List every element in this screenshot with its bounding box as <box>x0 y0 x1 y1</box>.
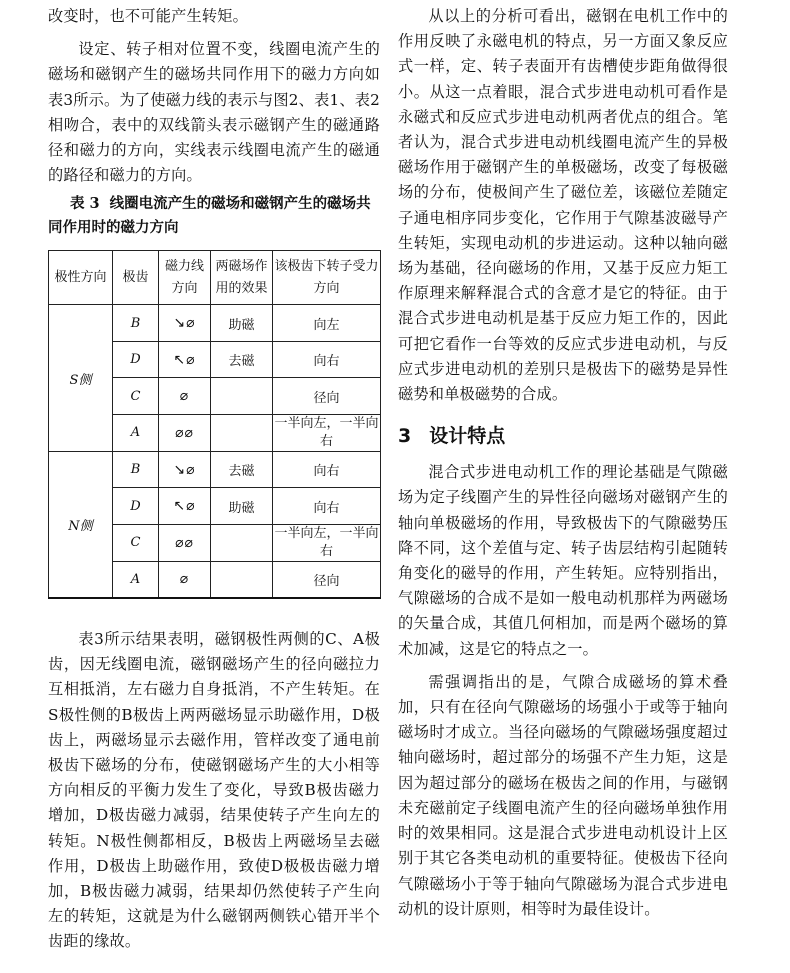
flux-symbol: ⌀⌀ <box>159 524 211 561</box>
tooth-cell: C <box>113 524 159 561</box>
tooth-cell: D <box>113 488 159 525</box>
force-cell: 向右 <box>273 341 381 378</box>
section-heading <box>398 421 728 448</box>
left-paragraph-2: 表3所示结果表明，磁钢极性两侧的C、A极齿，因无线圈电流，磁钢磁场产生的径向磁拉力互相抵消，左右磁力自身抵消，不产生转矩。在S极性侧的B极齿上两两磁场显示助磁作用，D极齿上，两磁场显示去磁作用，管样改变了通电前极齿下磁场的分布，使磁钢磁场产生的大小相等方向相反的平衡力发生了变化，导致B极齿磁力增加，D极齿磁力减弱，结果使转子产生向左的转矩。N极性侧都相反，B极齿上两磁场呈去磁作用，D极齿上助磁作用，致使D极极齿磁力增加，B极齿磁力减弱，结果却仍然使转子产生向左的转矩，这就是为什么磁钢两侧铁心错开半个齿距的缘故。 <box>48 629 380 951</box>
left-paragraph-1: 设定、转子相对位置不变，线圈电流产生的磁场和磁钢产生的磁场共同作用下的磁力方向如表3所示。为了使磁力线的表示与图2、表1、表2相吻合，表中的双线箭头表示磁钢产生的磁通路径和磁力的方向，实线表示线圈电流产生的磁通的路径和磁力的方向。 <box>48 40 380 185</box>
force-cell: 向左 <box>273 305 381 342</box>
effect-cell: 助磁 <box>211 488 273 525</box>
tooth-cell: C <box>113 378 159 415</box>
header-flux-direction: 磁力线方向 <box>159 251 211 305</box>
effect-cell: 助磁 <box>211 305 273 342</box>
right-column <box>398 0 728 922</box>
force-cell: 一半向左，一半向右 <box>273 414 381 451</box>
table-row <box>49 451 381 488</box>
flux-symbol: ↘⌀ <box>159 305 211 342</box>
right-paragraph-2: 混合式步进电动机工作的理论基础是气隙磁场为定子线圈产生的异性径向磁场对磁钢产生的轴向单极磁场的作用，导致极齿下的气隙磁势压降不同，这个差值与定、转子齿层结构引起随转角变化的磁导的作用，产生转矩。应特别指出，气隙磁场的合成不是如一般电动机那样为两磁场的矢量合成，其值几何相加，而是两个磁场的算术加减，这是它的特点之一。 <box>398 463 728 658</box>
effect-cell <box>211 561 273 598</box>
header-effect: 两磁场作用的效果 <box>211 251 273 305</box>
group-label-s: S侧 <box>49 305 113 452</box>
force-cell: 径向 <box>273 378 381 415</box>
tooth-cell: B <box>113 451 159 488</box>
effect-cell <box>211 378 273 415</box>
force-cell: 径向 <box>273 561 381 598</box>
effect-cell <box>211 524 273 561</box>
effect-cell: 去磁 <box>211 451 273 488</box>
right-paragraph-3: 需强调指出的是，气隙合成磁场的算术叠加，只有在径向气隙磁场的场强小于或等于轴向磁场时才成立。当径向磁场的气隙磁场强度超过轴向磁场时，超过部分的场强不产生力矩，这是因为超过部分的磁场在极齿之间的作用，与磁钢未充磁前定子线圈电流产生的径向磁场单独作用时的效果相同。这是混合式步进电动机设计上区别于其它各类电动机的重要特征。使极齿下径向气隙磁场小于等于轴向气隙磁场为混合式步进电动机的设计原则，相等时为最佳设计。 <box>398 672 728 918</box>
header-tooth: 极齿 <box>113 251 159 305</box>
section-number: 3 <box>398 425 412 448</box>
tooth-cell: A <box>113 561 159 598</box>
flux-symbol: ↖⌀ <box>159 488 211 525</box>
flux-symbol: ↖⌀ <box>159 341 211 378</box>
flux-symbol: ↘⌀ <box>159 451 211 488</box>
flux-symbol: ⌀⌀ <box>159 414 211 451</box>
table-header-row <box>49 251 381 305</box>
table-caption <box>48 192 380 240</box>
table-caption-number: 表 3 <box>70 195 100 213</box>
effect-cell <box>211 414 273 451</box>
right-paragraph-1: 从以上的分析可看出，磁钢在电机工作中的作用反映了永磁电机的特点，另一方面又象反应式一样，定、转子表面开有齿槽使步距角做得很小。从这一点着眼，混合式步进电动机可看作是永磁式和反应式步进电动机两者优点的组合。笔者认为，混合式步进电动机线圈电流产生的异极磁场作用于磁钢产生的单极磁场，改变了每极磁场的分布，使极间产生了磁位差，该磁位差随定子通电相序同步变化，它作用于气隙基波磁导产生转矩，实现电动机的步进运动。这种以轴向磁场为基础，径向磁场的作用，又基于反应力矩工作原理来解释混合式的含意才是它的特征。由于混合式步进电动机是基于反应力矩工作的，因此可把它看作一台等效的反应式步进电动机，与反应式步进电动机的差别只是极齿下的磁势是异性磁势和单极磁势的合成。 <box>398 7 728 404</box>
left-paragraph-0: 改变时，也不可能产生转矩。 <box>48 7 249 25</box>
force-cell: 向右 <box>273 451 381 488</box>
table-row <box>49 305 381 342</box>
force-cell: 向右 <box>273 488 381 525</box>
force-cell: 一半向左，一半向右 <box>273 524 381 561</box>
tooth-cell: A <box>113 414 159 451</box>
magnetic-force-table <box>48 250 381 599</box>
header-force-direction: 该极齿下转子受力方向 <box>273 251 381 305</box>
header-polarity: 极性方向 <box>49 251 113 305</box>
group-label-n: N侧 <box>49 451 113 598</box>
effect-cell: 去磁 <box>211 341 273 378</box>
tooth-cell: D <box>113 341 159 378</box>
flux-symbol: ⌀ <box>159 561 211 598</box>
section-title: 设计特点 <box>429 425 506 448</box>
left-column <box>48 0 380 955</box>
table-caption-text: 线圈电流产生的磁场和磁钢产生的磁场共同作用时的磁力方向 <box>48 195 371 237</box>
tooth-cell: B <box>113 305 159 342</box>
flux-symbol: ⌀ <box>159 378 211 415</box>
